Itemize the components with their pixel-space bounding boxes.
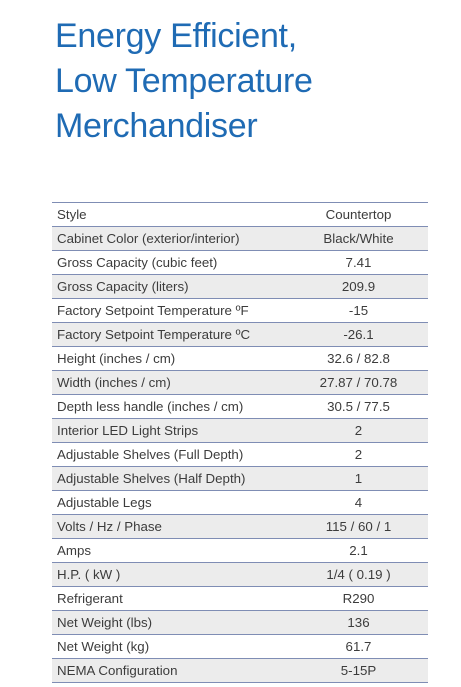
spec-row-volts-hz-phase [52,515,428,539]
spec-row-net-weight-kg [52,635,428,659]
page-title-line-1: Energy Efficient, [55,17,297,55]
spec-row-adjustable-legs [52,491,428,515]
page-title [55,14,313,149]
spec-row-height [52,347,428,371]
spec-value: 27.87 / 70.78 [319,375,398,390]
spec-value: Countertop [325,207,392,222]
spec-row-gross-capacity-cubic-feet [52,251,428,275]
spec-value: 115 / 60 / 1 [325,519,392,534]
spec-value: 2.1 [349,543,368,558]
spec-value: 136 [347,615,370,630]
spec-row-net-weight-lbs [52,611,428,635]
spec-row-shelves-full-depth [52,443,428,467]
spec-label: Height (inches / cm) [57,351,176,366]
spec-label: Factory Setpoint Temperature ºC [57,327,251,342]
spec-label: Factory Setpoint Temperature ºF [57,303,249,318]
spec-label: Net Weight (kg) [57,639,150,654]
spec-row-amps [52,539,428,563]
spec-value: 7.41 [345,255,372,270]
spec-row-cabinet-color [52,227,428,251]
spec-value: 61.7 [345,639,372,654]
spec-row-style [52,203,428,227]
spec-label: Depth less handle (inches / cm) [57,399,244,414]
spec-label: Interior LED Light Strips [57,423,199,438]
spec-label: Style [57,207,87,222]
spec-row-led-light-strips [52,419,428,443]
page-title-line-3: Merchandiser [55,107,258,145]
spec-label: Volts / Hz / Phase [57,519,162,534]
spec-row-refrigerant [52,587,428,611]
spec-row-setpoint-f [52,299,428,323]
spec-row-setpoint-c [52,323,428,347]
spec-value: 209.9 [341,279,376,294]
spec-label: H.P. ( kW ) [57,567,121,582]
spec-label: Adjustable Shelves (Full Depth) [57,447,244,462]
specifications-table [52,202,428,683]
spec-label: Gross Capacity (cubic feet) [57,255,218,270]
spec-value: 2 [354,447,363,462]
spec-value: 4 [354,495,363,510]
spec-label: Gross Capacity (liters) [57,279,189,294]
spec-value: 32.6 / 82.8 [327,351,390,366]
spec-value: -15 [348,303,369,318]
spec-label: Refrigerant [57,591,123,606]
spec-label: Adjustable Legs [57,495,152,510]
spec-row-shelves-half-depth [52,467,428,491]
page-title-line-2: Low Temperature [55,62,313,100]
spec-label: Cabinet Color (exterior/interior) [57,231,240,246]
spec-label: Adjustable Shelves (Half Depth) [57,471,246,486]
spec-value: 2 [354,423,363,438]
spec-value: Black/White [323,231,394,246]
spec-row-nema-configuration [52,659,428,683]
spec-value: 5-15P [340,663,377,678]
spec-value: R290 [342,591,375,606]
spec-label: NEMA Configuration [57,663,178,678]
spec-label: Width (inches / cm) [57,375,171,390]
spec-value: 1/4 ( 0.19 ) [326,567,391,582]
spec-row-width [52,371,428,395]
spec-row-depth [52,395,428,419]
spec-label: Amps [57,543,91,558]
spec-row-gross-capacity-liters [52,275,428,299]
spec-label: Net Weight (lbs) [57,615,153,630]
spec-value: 1 [354,471,363,486]
spec-row-horsepower [52,563,428,587]
spec-value: 30.5 / 77.5 [327,399,390,414]
spec-value: -26.1 [343,327,374,342]
